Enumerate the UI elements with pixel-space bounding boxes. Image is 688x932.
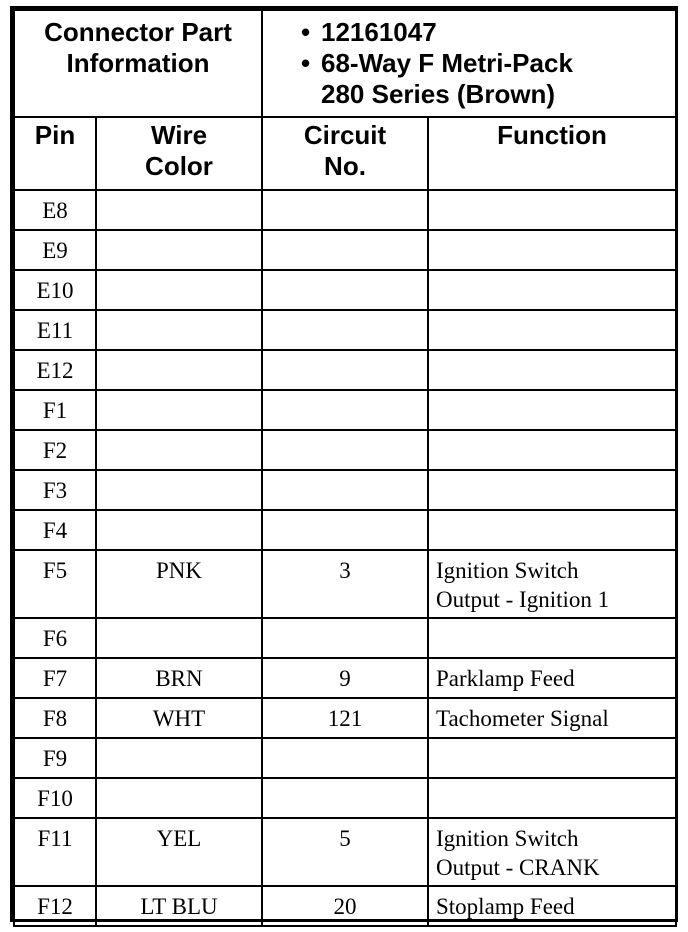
col-header-function-text: Function	[497, 120, 607, 150]
connector-pinout-table	[13, 9, 677, 927]
function-cell	[428, 230, 676, 270]
pin-cell: F6	[14, 618, 96, 658]
wire-color-cell	[96, 510, 262, 550]
table-row	[14, 270, 676, 310]
col-header-circuit-line-1: Circuit	[303, 120, 387, 150]
col-header-circuit-no	[262, 117, 428, 190]
function-cell	[428, 270, 676, 310]
circuit-cell	[262, 270, 428, 310]
wire-color-cell: LT BLU	[96, 886, 262, 926]
function-cell	[428, 818, 676, 886]
pin-cell: F9	[14, 738, 96, 778]
connector-type: 68-Way F Metri-Pack	[321, 48, 573, 78]
pin-cell: E9	[14, 230, 96, 270]
part-number-line	[301, 17, 675, 48]
connector-series: 280 Series (Brown)	[321, 79, 556, 109]
pin-cell: F4	[14, 510, 96, 550]
function-cell	[428, 430, 676, 470]
function-cell	[428, 510, 676, 550]
function-text: Parklamp Feed	[436, 666, 575, 691]
table-row	[14, 470, 676, 510]
wire-color-cell	[96, 778, 262, 818]
pin-cell: F12	[14, 886, 96, 926]
function-text: Ignition Switch Output - Ignition 1	[436, 558, 610, 612]
function-cell	[428, 698, 676, 738]
table-row	[14, 350, 676, 390]
col-header-function	[428, 117, 676, 190]
circuit-cell	[262, 390, 428, 430]
function-text: Ignition Switch Output - CRANK	[436, 826, 600, 880]
table-row	[14, 390, 676, 430]
col-header-wire-line-1: Wire	[150, 120, 208, 150]
wire-color-cell	[96, 270, 262, 310]
table-row	[14, 618, 676, 658]
pin-cell: F7	[14, 658, 96, 698]
pin-cell: F10	[14, 778, 96, 818]
circuit-cell	[262, 778, 428, 818]
pin-cell: E11	[14, 310, 96, 350]
wire-color-cell	[96, 390, 262, 430]
table-row	[14, 310, 676, 350]
pin-cell: F2	[14, 430, 96, 470]
pin-cell: F3	[14, 470, 96, 510]
table-body	[14, 10, 676, 926]
function-cell	[428, 390, 676, 430]
circuit-cell	[262, 510, 428, 550]
function-cell	[428, 618, 676, 658]
function-text: Tachometer Signal	[436, 706, 609, 731]
circuit-cell: 121	[262, 698, 428, 738]
function-cell	[428, 550, 676, 618]
part-number: 12161047	[321, 17, 437, 47]
wire-color-cell	[96, 350, 262, 390]
circuit-cell	[262, 738, 428, 778]
circuit-cell: 20	[262, 886, 428, 926]
connector-info-header	[14, 10, 676, 117]
table-row	[14, 510, 676, 550]
wire-color-cell	[96, 230, 262, 270]
col-header-pin	[14, 117, 96, 190]
table-row	[14, 430, 676, 470]
wire-color-cell	[96, 430, 262, 470]
pin-cell: F1	[14, 390, 96, 430]
wire-color-cell	[96, 618, 262, 658]
function-text: Stoplamp Feed	[436, 894, 575, 919]
wire-color-cell	[96, 738, 262, 778]
circuit-cell	[262, 618, 428, 658]
circuit-cell: 5	[262, 818, 428, 886]
circuit-cell: 3	[262, 550, 428, 618]
circuit-cell	[262, 350, 428, 390]
table-row	[14, 738, 676, 778]
function-cell	[428, 190, 676, 230]
col-header-wire-line-2: Color	[145, 151, 213, 181]
circuit-cell	[262, 230, 428, 270]
table-row	[14, 230, 676, 270]
table-row	[14, 190, 676, 230]
circuit-cell	[262, 470, 428, 510]
wire-color-cell: BRN	[96, 658, 262, 698]
pin-cell: E8	[14, 190, 96, 230]
pin-cell: E10	[14, 270, 96, 310]
circuit-cell	[262, 430, 428, 470]
connector-part-details	[262, 10, 676, 117]
wire-color-cell	[96, 470, 262, 510]
function-cell	[428, 886, 676, 926]
function-cell	[428, 778, 676, 818]
wire-color-cell: YEL	[96, 818, 262, 886]
title-line-2: Information	[66, 48, 210, 78]
function-cell	[428, 470, 676, 510]
table-row	[14, 886, 676, 926]
column-header-row	[14, 117, 676, 190]
circuit-cell: 9	[262, 658, 428, 698]
function-cell	[428, 310, 676, 350]
connector-table-frame	[10, 6, 678, 922]
function-cell	[428, 350, 676, 390]
pin-cell: E12	[14, 350, 96, 390]
pin-cell: F8	[14, 698, 96, 738]
table-row	[14, 698, 676, 738]
pin-cell: F11	[14, 818, 96, 886]
function-cell	[428, 738, 676, 778]
col-header-circuit-line-2: No.	[324, 151, 366, 181]
bullet-icon: •	[301, 48, 311, 78]
col-header-wire-color	[96, 117, 262, 190]
connector-type-line	[301, 48, 675, 79]
connector-part-info-label	[14, 10, 262, 117]
col-header-pin-text: Pin	[34, 120, 76, 150]
bullet-icon: •	[301, 17, 311, 47]
wire-color-cell: PNK	[96, 550, 262, 618]
title-line-1: Connector Part	[44, 17, 232, 47]
pin-cell: F5	[14, 550, 96, 618]
table-row	[14, 818, 676, 886]
circuit-cell	[262, 190, 428, 230]
table-row	[14, 778, 676, 818]
function-cell	[428, 658, 676, 698]
wire-color-cell	[96, 310, 262, 350]
table-row	[14, 550, 676, 618]
table-row	[14, 658, 676, 698]
wire-color-cell: WHT	[96, 698, 262, 738]
circuit-cell	[262, 310, 428, 350]
wire-color-cell	[96, 190, 262, 230]
